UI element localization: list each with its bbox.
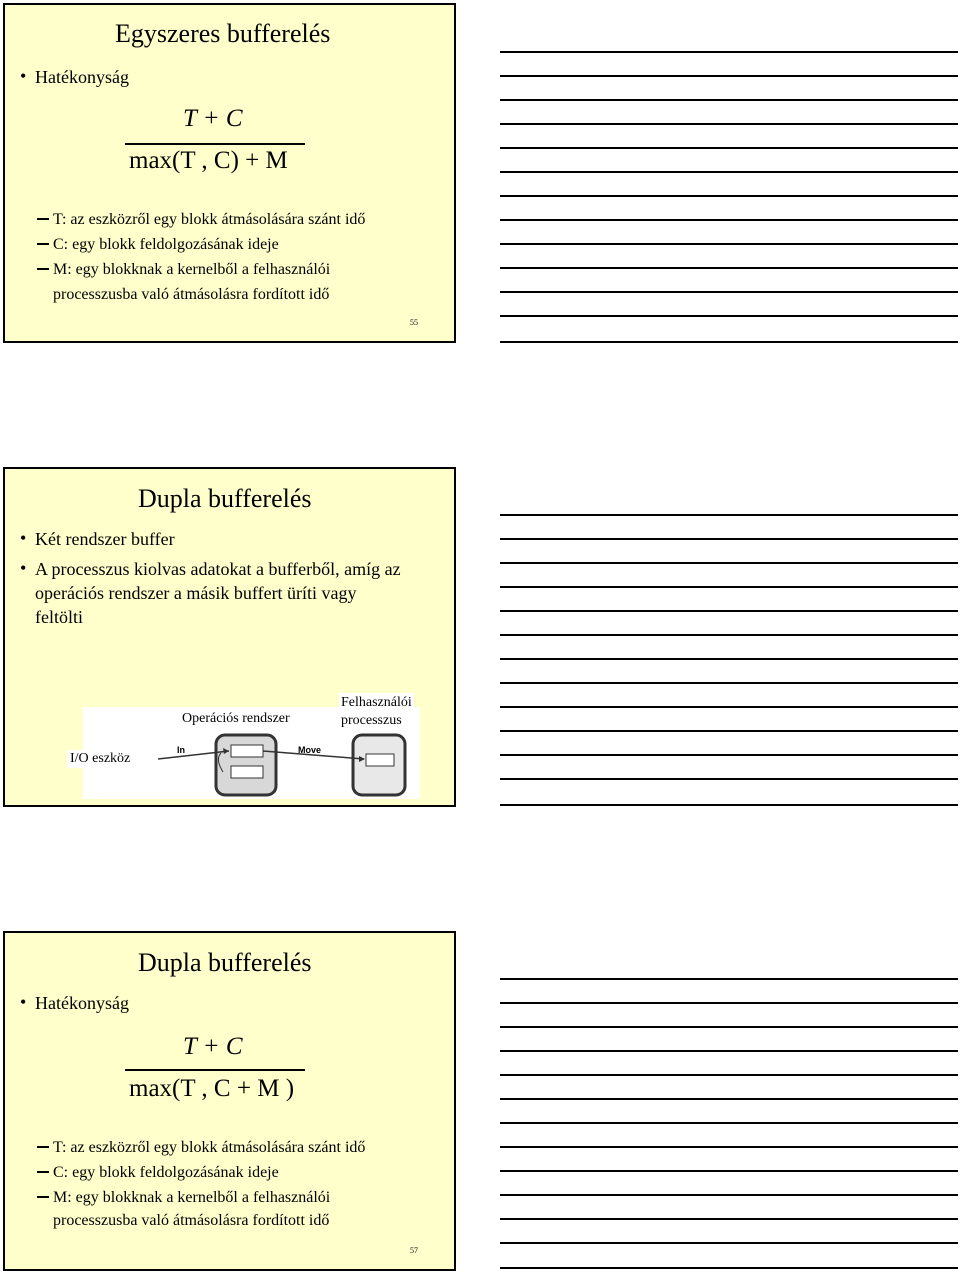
sub-item: M: egy blokknak a kernelből a felhasználói — [53, 1185, 330, 1210]
sub-item-continuation: processzusba való átmásolásra fordított idő — [53, 1212, 330, 1229]
note-line — [500, 291, 958, 293]
system-buffer-1 — [231, 745, 263, 757]
formula-denominator: max(T , C + M ) — [129, 1075, 295, 1102]
slide-55 — [3, 3, 456, 343]
note-line — [500, 123, 958, 125]
bullet-dot-icon: • — [20, 992, 27, 1012]
sub-item: M: egy blokknak a kernelből a felhasználói — [53, 257, 330, 282]
io-device-label: I/O eszköz — [67, 750, 133, 768]
slide-title: Dupla bufferelés — [138, 484, 312, 513]
sub-item-continuation: processzusba való átmásolásra fordított idő — [53, 286, 330, 303]
slide-title: Dupla bufferelés — [138, 948, 312, 977]
formula-denominator: max(T , C) + M — [129, 147, 288, 174]
slide-57 — [3, 931, 456, 1271]
system-buffer-2 — [231, 766, 263, 778]
note-line — [500, 754, 958, 756]
note-line — [500, 1146, 958, 1148]
note-line — [500, 147, 958, 149]
sub-item: T: az eszközről egy blokk átmásolására szánt idő — [53, 207, 365, 232]
note-line — [500, 610, 958, 612]
note-line — [500, 514, 958, 516]
bullet-dot-icon: • — [20, 528, 27, 548]
note-line — [500, 51, 958, 53]
note-line — [500, 682, 958, 684]
note-line — [500, 267, 958, 269]
note-line — [500, 1170, 958, 1172]
bullet-item: • Hatékonyság — [20, 66, 129, 87]
sub-item: C: egy blokk feldolgozásának ideje — [53, 232, 279, 257]
note-line — [500, 706, 958, 708]
note-line — [500, 634, 958, 636]
user-process-label: Felhasználói processzus — [339, 693, 414, 731]
os-label: Operációs rendszer — [179, 709, 293, 729]
note-line — [500, 1002, 958, 1004]
note-line — [500, 219, 958, 221]
note-line — [500, 171, 958, 173]
note-line — [500, 315, 958, 317]
note-line — [500, 1098, 958, 1100]
os-box — [216, 735, 276, 795]
note-line — [500, 1122, 958, 1124]
slide-56 — [3, 467, 456, 807]
bullet-dot-icon: • — [20, 66, 27, 86]
note-line — [500, 1194, 958, 1196]
page-number: 55 — [410, 318, 418, 327]
bullet-item: • Két rendszer buffer — [20, 528, 175, 549]
note-line — [500, 658, 958, 660]
bullet-item: • A processzus kiolvas adatokat a bufferből, amíg az — [20, 558, 401, 579]
formula-numerator: T + C — [183, 105, 243, 132]
note-line — [500, 1050, 958, 1052]
formula-fraction-line — [125, 1069, 305, 1071]
note-line — [500, 341, 958, 343]
sub-item: C: egy blokk feldolgozásának ideje — [53, 1160, 279, 1185]
bullet-item: • Hatékonyság — [20, 992, 129, 1013]
note-line — [500, 99, 958, 101]
move-label: Move — [298, 745, 322, 755]
note-line — [500, 243, 958, 245]
sub-item: T: az eszközről egy blokk átmásolására szánt idő — [53, 1135, 365, 1160]
note-line — [500, 1242, 958, 1244]
formula-fraction-line — [125, 143, 305, 145]
formula-numerator: T + C — [183, 1033, 243, 1060]
note-line — [500, 1026, 958, 1028]
bullet-dot-icon: • — [20, 558, 27, 578]
slide-title: Egyszeres bufferelés — [115, 19, 331, 48]
note-line — [500, 1074, 958, 1076]
note-line — [500, 778, 958, 780]
note-line — [500, 538, 958, 540]
note-line — [500, 586, 958, 588]
page-number: 57 — [410, 1246, 418, 1255]
in-label: In — [177, 745, 185, 755]
bullet-continuation: feltölti — [35, 607, 83, 627]
note-line — [500, 804, 958, 806]
note-line — [500, 1267, 958, 1269]
note-line — [500, 195, 958, 197]
bullet-continuation: operációs rendszer a másik buffert üríti vagy — [35, 583, 357, 603]
note-line — [500, 75, 958, 77]
note-line — [500, 1218, 958, 1220]
note-line — [500, 562, 958, 564]
note-line — [500, 978, 958, 980]
note-line — [500, 730, 958, 732]
user-buffer — [366, 754, 394, 766]
